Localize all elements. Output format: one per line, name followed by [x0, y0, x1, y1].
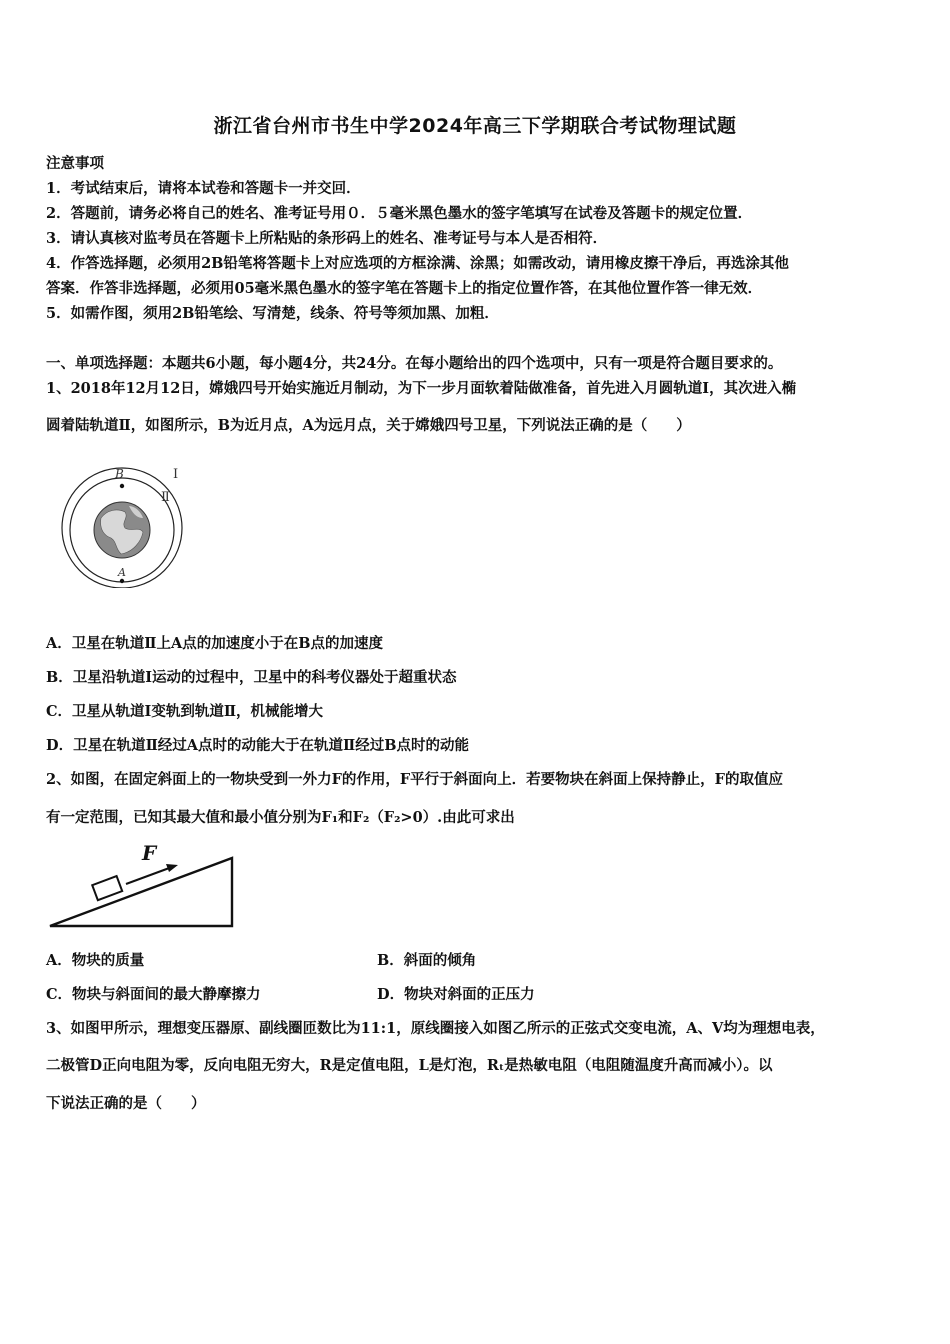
question-2-text: 有一定范围，已知其最大值和最小值分别为F₁和F₂（F₂>0）.由此可求出 — [46, 809, 515, 826]
orbit-1-label: Ⅰ — [173, 467, 179, 482]
question-3-text: 3、如图甲所示，理想变压器原、副线圈匝数比为11:1，原线圈接入如图乙所示的正弦式交变电流，A、V均为理想电表， — [46, 1020, 825, 1037]
question-3-text: 二极管D正向电阻为零，反向电阻无穷大，R是定值电阻，L是灯泡，Rₜ是热敏电阻（电阻随温度升高而减小）。以 — [46, 1057, 773, 1074]
page-title: 浙江省台州市书生中学2024年高三下学期联合考试物理试题 — [213, 115, 737, 137]
question-2-text: 2、如图，在固定斜面上的一物块受到一外力F的作用，F平行于斜面向上．若要物块在斜面上保持静止，F的取值应 — [46, 771, 783, 788]
question-2-option-d[interactable]: D．物块对斜面的正压力 — [377, 986, 535, 1003]
notice-item: 1．考试结束后，请将本试卷和答题卡一并交回． — [46, 180, 361, 197]
force-label: F — [142, 841, 157, 865]
notice-item: 4．作答选择题，必须用2B铅笔将答题卡上对应选项的方框涂满、涂黑；如需改动，请用橡皮擦干净后，再选涂其他 — [46, 255, 789, 272]
question-2-option-c[interactable]: C．物块与斜面间的最大静摩擦力 — [46, 986, 261, 1003]
question-1-option-a[interactable]: A．卫星在轨道Ⅱ上A点的加速度小于在B点的加速度 — [46, 635, 383, 652]
orbit-2-label: Ⅱ — [161, 490, 170, 505]
section-heading: 一、单项选择题：本题共6小题，每小题4分，共24分。在每小题给出的四个选项中，只有一项是符合题目要求的。 — [46, 355, 783, 372]
point-b-marker — [120, 484, 124, 488]
block — [92, 876, 122, 900]
point-a-label: A — [118, 566, 126, 579]
point-a-marker — [120, 579, 124, 583]
force-arrow-head-icon — [166, 864, 178, 872]
question-1-option-b[interactable]: B．卫星沿轨道Ⅰ运动的过程中，卫星中的科考仪器处于超重状态 — [46, 669, 457, 686]
notice-item: 2．答题前，请务必将自己的姓名、准考证号用０．５毫米黑色墨水的签字笔填写在试卷及答题卡的规定位置． — [46, 205, 753, 222]
orbit-diagram — [55, 456, 195, 588]
question-2-option-b[interactable]: B．斜面的倾角 — [377, 952, 477, 969]
incline-triangle — [50, 858, 232, 926]
question-1-option-c[interactable]: C．卫星从轨道Ⅰ变轨到轨道Ⅱ，机械能增大 — [46, 703, 324, 720]
notice-item: 5．如需作图，须用2B铅笔绘、写清楚，线条、符号等须加黑、加粗． — [46, 305, 499, 322]
question-3-text: 下说法正确的是（ ） — [46, 1095, 206, 1112]
notice-heading: 注意事项 — [46, 155, 104, 172]
question-1-option-d[interactable]: D．卫星在轨道Ⅱ经过A点时的动能大于在轨道Ⅱ经过B点时的动能 — [46, 737, 470, 754]
question-1-text: 圆着陆轨道Ⅱ，如图所示，B为近月点，A为远月点，关于嫦娥四号卫星，下列说法正确的是（ ） — [46, 417, 691, 434]
question-1-text: 1、2018年12月12日，嫦娥四号开始实施近月制动，为下一步月面软着陆做准备，首先进入月圆轨道Ⅰ，其次进入椭 — [46, 380, 797, 397]
notice-item: 3．请认真核对监考员在答题卡上所粘贴的条形码上的姓名、准考证号与本人是否相符． — [46, 230, 608, 247]
notice-item: 答案．作答非选择题，必须用05毫米黑色墨水的签字笔在答题卡上的指定位置作答，在其他位置作答一律无效． — [46, 280, 763, 297]
question-2-option-a[interactable]: A．物块的质量 — [46, 952, 145, 969]
incline-diagram — [46, 840, 240, 932]
point-b-label: B — [115, 467, 124, 481]
force-arrow-shaft — [126, 867, 172, 884]
